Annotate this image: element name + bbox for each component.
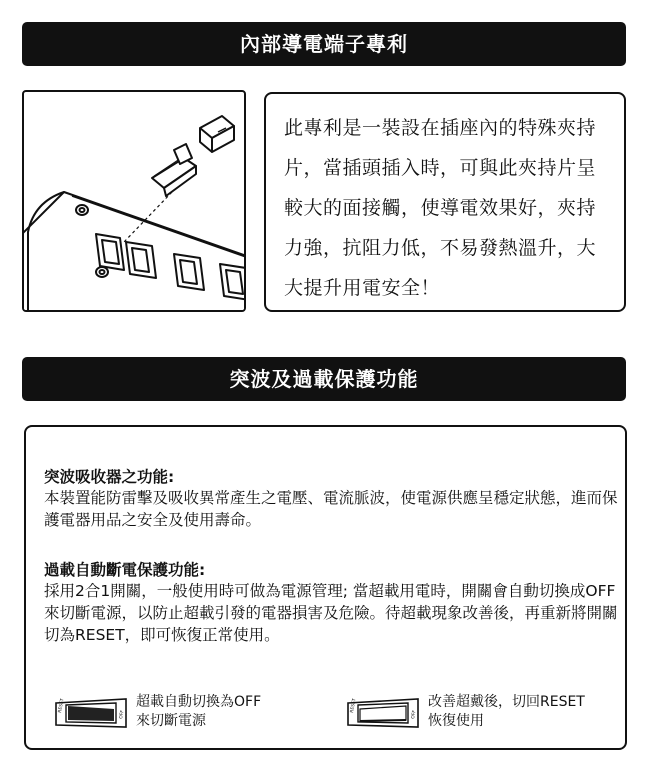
switch-reset-caption-line2: 恢復使用 [428, 713, 484, 729]
switch-reset-caption-line1: 改善超戴後，切回RESET [428, 694, 585, 710]
surge-title: 突波吸收器之功能: [44, 468, 175, 486]
patent-banner [22, 22, 626, 66]
switch-off-caption [136, 693, 261, 731]
overload-body: 採用2合1開關，一般使用時可做為電源管理; 當超載用電時，開關會自動切換成OFF來切斷電源，以防止超載引發的電器損害及危險。待超載現象改善後，再重新將開關切為RESET，即可恢復正常使用。 [44, 582, 618, 644]
switch-reset-off-label: OFF [411, 709, 418, 720]
switch-off-reset-label: RESET [58, 698, 66, 714]
protection-box [24, 425, 627, 750]
power-strip-terminal-illustration-icon [24, 92, 246, 312]
protection-banner [22, 357, 626, 401]
patent-title: 內部導電端子專利 [240, 32, 408, 56]
switch-reset-rocker-switch-icon [346, 697, 420, 729]
overload-title: 過載自動斷電保護功能: [44, 561, 206, 579]
switch-off-off-label: OFF [119, 709, 126, 720]
switch-off-rocker-switch-icon [54, 697, 128, 729]
surge-body: 本裝置能防雷擊及吸收異常產生之電壓、電流脈波，使電源供應呈穩定狀態，進而保護電器用品之安全及使用壽命。 [44, 489, 618, 529]
protection-title: 突波及過載保護功能 [229, 367, 419, 391]
terminal-illustration [22, 90, 246, 312]
patent-description-box [264, 92, 626, 312]
patent-description: 此專利是一裝設在插座內的特殊夾持片，當插頭插入時，可與此夾持片呈較大的面接觸，使導電效果好，夾持力強，抗阻力低，不易發熱溫升，大大提升用電安全！ [284, 117, 597, 299]
switch-off-caption-line1: 超載自動切換為OFF [136, 694, 262, 710]
switch-off-caption-line2: 來切斷電源 [136, 713, 206, 729]
switch-reset-reset-label: RESET [350, 698, 358, 714]
switch-reset-caption [428, 693, 585, 731]
